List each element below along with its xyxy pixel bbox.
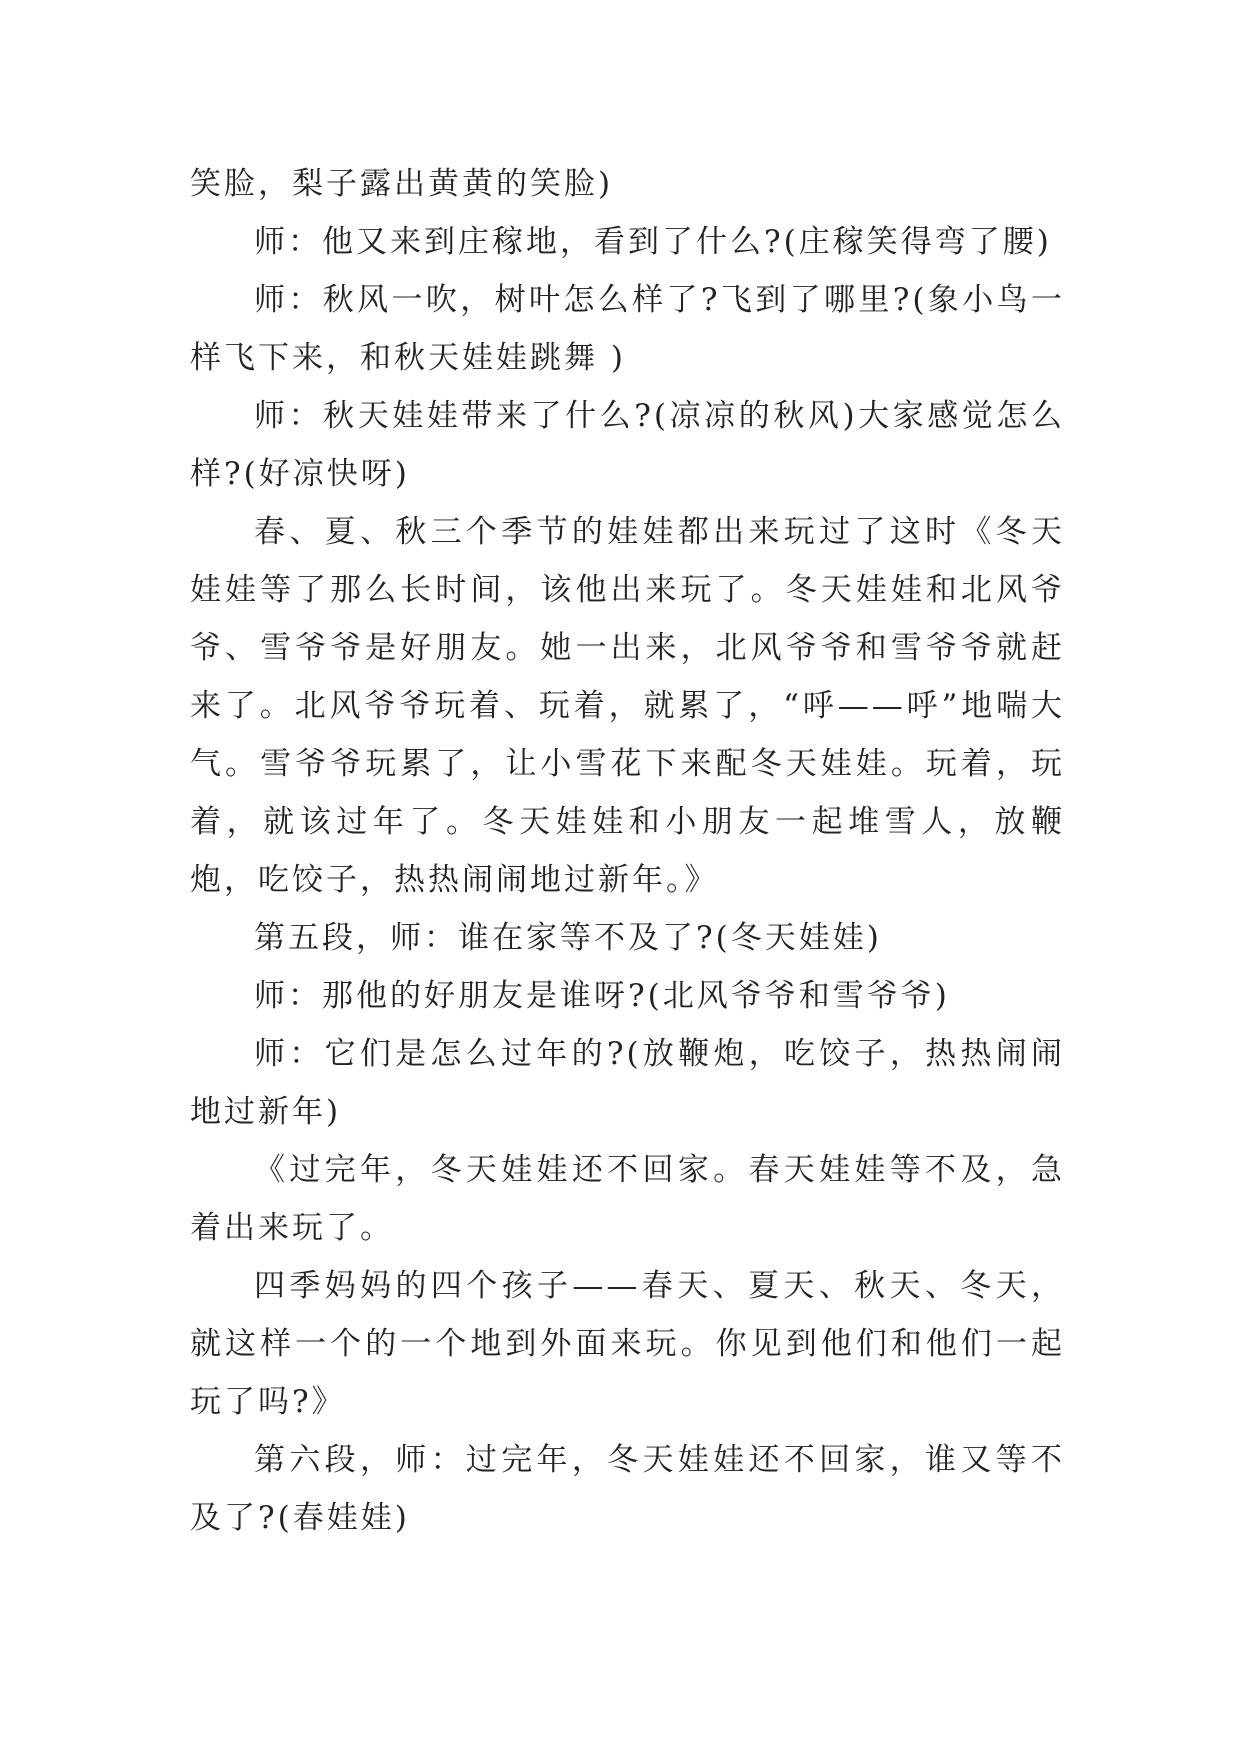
paragraph: 《过完年，冬天娃娃还不回家。春天娃娃等不及，急着出来玩了。 — [190, 1152, 1065, 1246]
paragraph: 师：它们是怎么过年的?(放鞭炮，吃饺子，热热闹闹地过新年) — [190, 1036, 1065, 1130]
paragraph: 师：那他的好朋友是谁呀?(北风爷爷和雪爷爷) — [254, 978, 950, 1014]
paragraph: 春、夏、秋三个季节的娃娃都出来玩过了这时《冬天娃娃等了那么长时间，该他出来玩了。冬天娃娃和北风爷爷、雪爷爷是好朋友。她一出来，北风爷爷和雪爷爷就赶来了。北风爷爷玩着、玩着，就累了，“呼——呼”地喘大气。雪爷爷玩累了，让小雪花下来配冬天娃娃。玩着，玩着，就该过年了。冬天娃娃和小朋友一起堆雪人，放鞭炮，吃饺子，热热闹闹地过新年。》 — [190, 514, 1065, 898]
paragraph: 师：他又来到庄稼地，看到了什么?(庄稼笑得弯了腰) — [254, 224, 1052, 260]
paragraph: 笑脸，梨子露出黄黄的笑脸) — [190, 166, 614, 202]
paragraph: 第五段，师：谁在家等不及了?(冬天娃娃) — [254, 920, 882, 956]
paragraph: 第六段，师：过完年，冬天娃娃还不回家，谁又等不及了?(春娃娃) — [190, 1442, 1065, 1536]
paragraph: 师：秋天娃娃带来了什么?(凉凉的秋风)大家感觉怎么样?(好凉快呀) — [190, 398, 1065, 492]
document-body — [190, 155, 1065, 1547]
paragraph: 四季妈妈的四个孩子——春天、夏天、秋天、冬天，就这样一个的一个地到外面来玩。你见到他们和他们一起玩了吗?》 — [190, 1268, 1065, 1420]
paragraph: 师：秋风一吹，树叶怎么样了?飞到了哪里?(象小鸟一样飞下来，和秋天娃娃跳舞 ) — [190, 282, 1065, 376]
